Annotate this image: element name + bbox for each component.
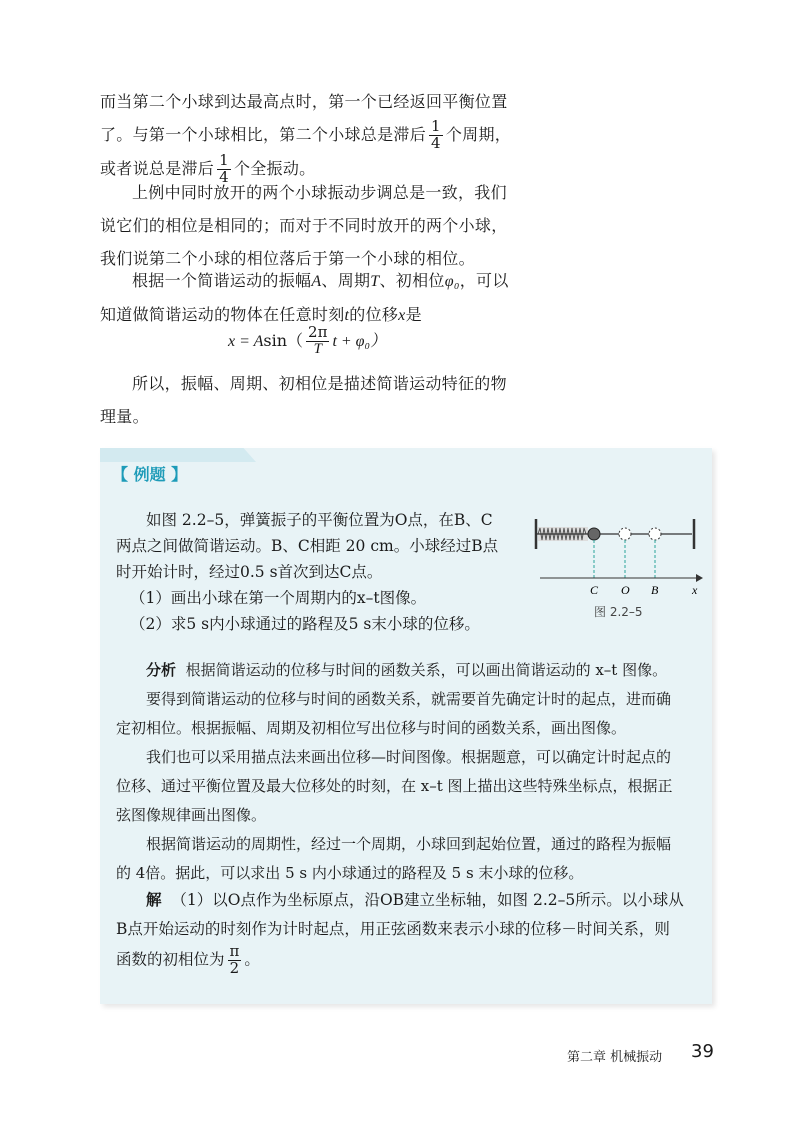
text-line: 了。与第一个小球相比，第二个小球总是滞后 $\frac{1}{4}$ 个周期， — [100, 117, 512, 152]
text-line: 知道做简谐运动的物体在任意时刻t的位移x是 — [100, 305, 422, 324]
text-line: 解 （1）以O点作为坐标原点，沿OB建立坐标轴，如图 2.2–5所示。以小球从 — [146, 891, 684, 909]
text-line: 根据简谐运动的周期性，经过一个周期，小球回到起始位置，通过的路程为振幅 — [146, 835, 672, 853]
text-line: 理量。 — [100, 407, 149, 426]
x-axis-arrow — [696, 574, 703, 582]
text-line: 的 4倍。据此，可以求出 5 s 内小球通过的路程及 5 s 末小球的位移。 — [116, 864, 584, 882]
solution-section — [116, 886, 684, 977]
fraction-pi-over-2: $\frac{\pi}{2}$ — [229, 942, 240, 977]
page-number: 39 — [691, 1041, 714, 1062]
text-line: B点开始运动的时刻作为计时起点，用正弦函数来表示小球的位移－时间关系，则 — [116, 920, 670, 938]
ball-position-b — [649, 528, 661, 540]
text-line: 弦图像规律画出图像。 — [116, 806, 267, 824]
text-line: 时开始计时，经过0.5 s首次到达C点。 — [116, 563, 383, 581]
text-line: 或者说总是滞后 $\frac{1}{4}$ 个全振动。 — [100, 151, 316, 186]
body-paragraph-4 — [100, 367, 507, 433]
text-line: 我们也可以采用描点法来画出位移—时间图像。根据题意，可以确定计时起点的 — [146, 748, 672, 766]
text-line: 位移、通过平衡位置及最大位移处的时刻，在 x–t 图上描出这些特殊坐标点，根据正 — [116, 777, 673, 795]
text-line: 而当第二个小球到达最高点时，第一个已经返回平衡位置 — [100, 92, 508, 111]
text-line: 上例中同时放开的两个小球振动步调总是一致，我们 — [132, 183, 507, 202]
text-line: 如图 2.2–5，弹簧振子的平衡位置为O点，在B、C — [146, 511, 493, 529]
ball — [588, 528, 600, 540]
fraction-one-quarter: $\frac{1}{4}$ — [431, 117, 441, 152]
fraction-one-quarter: $\frac{1}{4}$ — [219, 151, 229, 186]
text-line: 分析 根据简谐运动的位移与时间的函数关系，可以画出简谐运动的 x–t 图像。 — [146, 661, 668, 679]
example-tab — [100, 448, 256, 462]
example-title: 【 例题 】 — [112, 465, 188, 484]
text-line: 要得到简谐运动的位移与时间的函数关系，就需要首先确定计时的起点，进而确 — [146, 690, 672, 708]
spring-oscillator-diagram — [532, 514, 712, 600]
body-paragraph-2 — [100, 176, 508, 275]
analysis-label: 分析 — [146, 661, 177, 679]
text-line: 函数的初相位为 $\frac{\pi}{2}$ 。 — [116, 942, 260, 977]
text-line: 两点之间做简谐运动。B、C相距 20 cm。小球经过B点 — [116, 537, 499, 555]
body-paragraph-3 — [100, 264, 509, 332]
question-item-2: （2）求5 s内小球通过的路程及5 s末小球的位移。 — [130, 615, 480, 633]
footer-chapter-title: 第二章 机械振动 — [567, 1050, 663, 1065]
label-b: B — [651, 583, 659, 597]
label-x: x — [692, 583, 698, 597]
ball-position-o — [619, 528, 631, 540]
label-o: O — [621, 583, 630, 597]
body-paragraph-1 — [100, 85, 511, 186]
label-c: C — [590, 583, 599, 597]
question-item-1: （1）画出小球在第一个周期内的x–t图像。 — [130, 589, 427, 607]
analysis-section — [116, 656, 673, 888]
formula-fraction: $\frac{2\pi}{T}$ — [308, 323, 328, 357]
figure-caption: 图 2.2–5 — [594, 605, 643, 619]
displacement-formula: x = Asin（ $\frac{2\pi}{T}$ t + φ₀） — [228, 323, 387, 357]
text-line: 定初相位。根据振幅、周期及初相位写出位移与时间的函数关系，画出图像。 — [116, 719, 627, 737]
example-question — [116, 507, 498, 637]
text-line: 说它们的相位是相同的；而对于不同时放开的两个小球， — [100, 216, 508, 235]
text-line: 我们说第二个小球的相位落后于第一个小球的相位。 — [100, 249, 475, 268]
text-line: 根据一个简谐运动的振幅A、周期T、初相位φ₀，可以 — [132, 271, 509, 290]
text-line: 所以，振幅、周期、初相位是描述简谐运动特征的物 — [132, 374, 507, 393]
solution-label: 解 — [146, 891, 162, 909]
